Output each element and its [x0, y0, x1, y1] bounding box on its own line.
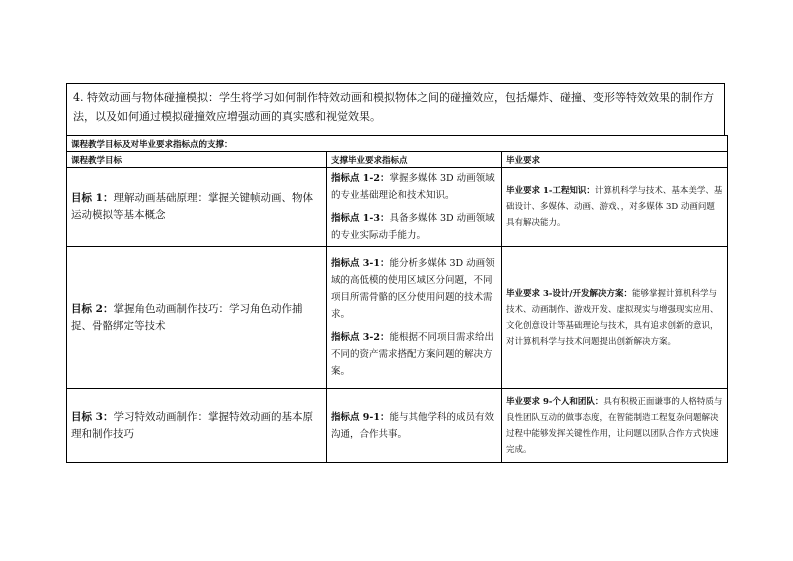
table-row	[67, 168, 728, 247]
goal-label: 目标 1：	[71, 192, 114, 204]
indicator-text: 能与其他学科的成员有效沟通，合作共事。	[331, 411, 494, 440]
goal-label: 目标 3：	[71, 410, 114, 423]
requirement-cell	[502, 168, 728, 247]
requirement-cell	[502, 389, 728, 463]
goal-text: 掌握角色动画制作技巧：学习角色动作捕捉、骨骼绑定等技术	[71, 302, 303, 332]
indicator-label: 指标点 1-2：	[331, 173, 390, 184]
goal-cell	[67, 168, 327, 247]
goal-text: 学习特效动画制作：掌握特效动画的基本原理和制作技巧	[71, 410, 313, 440]
requirement-label: 毕业要求 1-工程知识：	[506, 186, 595, 196]
header-requirement: 毕业要求	[502, 152, 728, 168]
requirement-text: 具有积极正面谦事的人格特质与良性团队互动的做事态度，在智能制造工程复杂问题解决过程中能够发挥关键性作用，让问题以团队合作方式快速完成。	[506, 396, 723, 455]
table-row	[67, 247, 728, 389]
table-title-row	[67, 136, 728, 152]
header-indicator: 支撑毕业要求指标点	[327, 152, 502, 168]
table-row	[67, 389, 728, 463]
indicator-cell	[327, 168, 502, 247]
requirement-text: 计算机科学与技术、基本美学、基础设计、多媒体、动画、游戏、，对多媒体 3D 动画问题具有解决能力。	[506, 186, 723, 228]
indicator-text: 能根据不同项目需求给出不同的资产需求搭配方案问题的解决方案。	[331, 332, 494, 377]
requirement-cell	[502, 247, 728, 389]
goal-cell	[67, 389, 327, 463]
intro-paragraph: 4. 特效动画与物体碰撞模拟：学生将学习如何制作特效动画和模拟物体之间的碰撞效应，包括爆炸、碰撞、变形等特效效果的制作方法，以及如何通过模拟碰撞效应增强动画的真实感和视觉效果。	[73, 91, 714, 123]
requirement-label: 毕业要求 3-设计/开发解决方案：	[506, 288, 633, 299]
indicator-text: 具备多媒体 3D 动画领域的专业实际动手能力。	[331, 213, 495, 241]
goal-text: 理解动画基础原理：掌握关键帧动画、物体运动模拟等基本概念	[71, 192, 313, 221]
requirement-label: 毕业要求 9-个人和团队：	[506, 396, 604, 407]
goal-label: 目标 2：	[71, 302, 114, 315]
indicator-cell	[327, 247, 502, 389]
indicator-cell	[327, 389, 502, 463]
header-goal: 课程教学目标	[67, 152, 327, 168]
indicator-text: 能分析多媒体 3D 动画领域的高低模的使用区域区分问题，不同项目所需骨骼的区分使用问题的技术需求。	[331, 258, 495, 320]
requirement-text: 能够掌握计算机科学与技术、动画制作、游戏开发、虚拟现实与增强现实应用、文化创意设计等基础理论与技术，具有追求创新的意识，对计算机科学与技术问题提出创新解决方案。	[506, 288, 719, 347]
table-title: 课程教学目标及对毕业要求指标点的支撑：	[67, 136, 728, 152]
goal-cell	[67, 247, 327, 389]
indicator-label: 指标点 1-3：	[331, 213, 390, 224]
table-header-row	[67, 152, 728, 168]
indicator-label: 指标点 3-2：	[331, 332, 390, 343]
intro-box	[66, 83, 725, 136]
indicator-label: 指标点 9-1：	[331, 411, 390, 423]
indicator-label: 指标点 3-1：	[331, 258, 390, 269]
indicator-text: 掌握多媒体 3D 动画领域的专业基础理论和技术知识。	[331, 173, 495, 201]
objectives-table	[66, 135, 728, 463]
